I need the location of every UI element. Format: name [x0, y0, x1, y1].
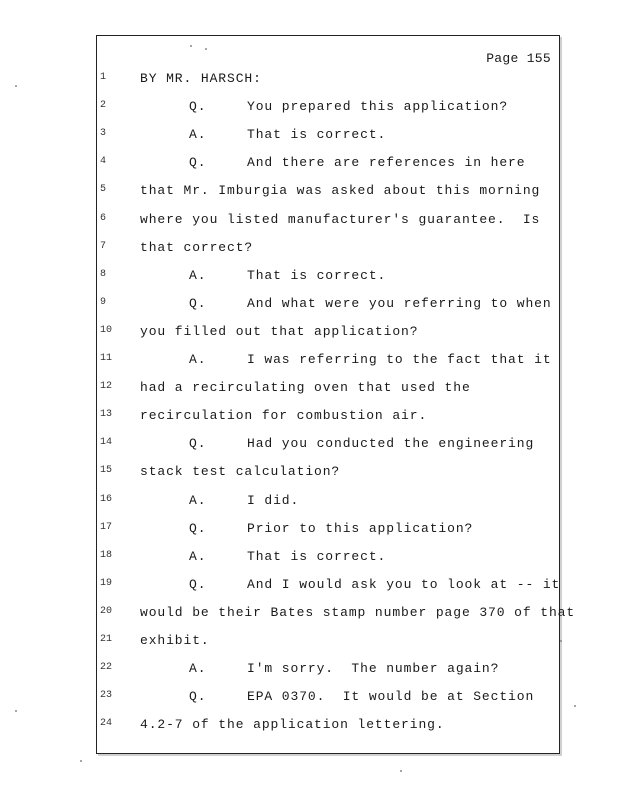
- transcript-line-text: EPA 0370. It would be at Section: [247, 689, 535, 704]
- line-number: 7: [100, 241, 107, 252]
- line-number: 14: [100, 437, 113, 448]
- speaker-label: A.: [189, 268, 207, 283]
- scan-speck: [574, 705, 576, 707]
- line-number: 6: [100, 213, 107, 224]
- line-number: 8: [100, 269, 107, 280]
- line-number: 15: [100, 465, 113, 476]
- transcript-line-text: recirculation for combustion air.: [140, 408, 428, 423]
- line-number: 16: [100, 494, 113, 505]
- line-number: 11: [100, 353, 113, 364]
- speaker-label: Q.: [189, 296, 207, 311]
- transcript-line-text: had a recirculating oven that used the: [140, 380, 471, 395]
- speaker-label: Q.: [189, 155, 207, 170]
- line-number: 21: [100, 634, 113, 645]
- speaker-label: A.: [189, 352, 207, 367]
- speaker-label: Q.: [189, 521, 207, 536]
- transcript-line-text: would be their Bates stamp number page 370 of that: [140, 605, 576, 620]
- line-number: 12: [100, 381, 113, 392]
- line-number: 20: [100, 606, 113, 617]
- line-number: 18: [100, 550, 113, 561]
- transcript-line-text: That is correct.: [247, 127, 387, 142]
- page-number: Page 155: [486, 51, 551, 66]
- transcript-line-text: And there are references in here: [247, 155, 526, 170]
- transcript-line-text: I did.: [247, 493, 300, 508]
- line-number: 4: [100, 156, 107, 167]
- speaker-label: A.: [189, 661, 207, 676]
- transcript-line-text: exhibit.: [140, 633, 210, 648]
- line-number: 1: [100, 72, 107, 83]
- line-number: 2: [100, 100, 107, 111]
- line-number: 22: [100, 662, 113, 673]
- transcript-line-text: that correct?: [140, 240, 254, 255]
- transcript-line-text: That is correct.: [247, 549, 387, 564]
- transcript-line-text: 4.2-7 of the application lettering.: [140, 717, 445, 732]
- transcript-line-text: Had you conducted the engineering: [247, 436, 535, 451]
- speaker-label: Q.: [189, 436, 207, 451]
- line-number: 10: [100, 325, 113, 336]
- line-number: 23: [100, 690, 113, 701]
- line-number: 19: [100, 578, 113, 589]
- transcript-line-text: stack test calculation?: [140, 464, 341, 479]
- scan-speck: [205, 48, 207, 50]
- transcript-line-text: BY MR. HARSCH:: [140, 71, 262, 86]
- speaker-label: Q.: [189, 577, 207, 592]
- scan-speck: [80, 760, 82, 762]
- scan-speck: [560, 640, 562, 642]
- transcript-line-text: I was referring to the fact that it: [247, 352, 552, 367]
- scan-speck: [15, 710, 17, 712]
- line-number: 5: [100, 184, 107, 195]
- transcript-line-text: I'm sorry. The number again?: [247, 661, 500, 676]
- line-number: 13: [100, 409, 113, 420]
- transcript-line-text: you filled out that application?: [140, 324, 419, 339]
- speaker-label: A.: [189, 493, 207, 508]
- speaker-label: Q.: [189, 689, 207, 704]
- transcript-line-text: Prior to this application?: [247, 521, 474, 536]
- transcript-line-text: That is correct.: [247, 268, 387, 283]
- line-number: 3: [100, 128, 107, 139]
- transcript-line-text: where you listed manufacturer's guarantee. Is: [140, 212, 541, 227]
- line-number: 9: [100, 297, 107, 308]
- speaker-label: Q.: [189, 99, 207, 114]
- line-number: 24: [100, 718, 113, 729]
- transcript-line-text: And what were you referring to when: [247, 296, 552, 311]
- transcript-line-text: You prepared this application?: [247, 99, 509, 114]
- speaker-label: A.: [189, 127, 207, 142]
- scan-speck: [15, 85, 17, 87]
- scan-speck: [400, 770, 402, 772]
- speaker-label: A.: [189, 549, 207, 564]
- transcript-line-text: And I would ask you to look at -- it: [247, 577, 561, 592]
- line-number: 17: [100, 522, 113, 533]
- transcript-line-text: that Mr. Imburgia was asked about this morning: [140, 183, 541, 198]
- scan-speck: [190, 45, 192, 47]
